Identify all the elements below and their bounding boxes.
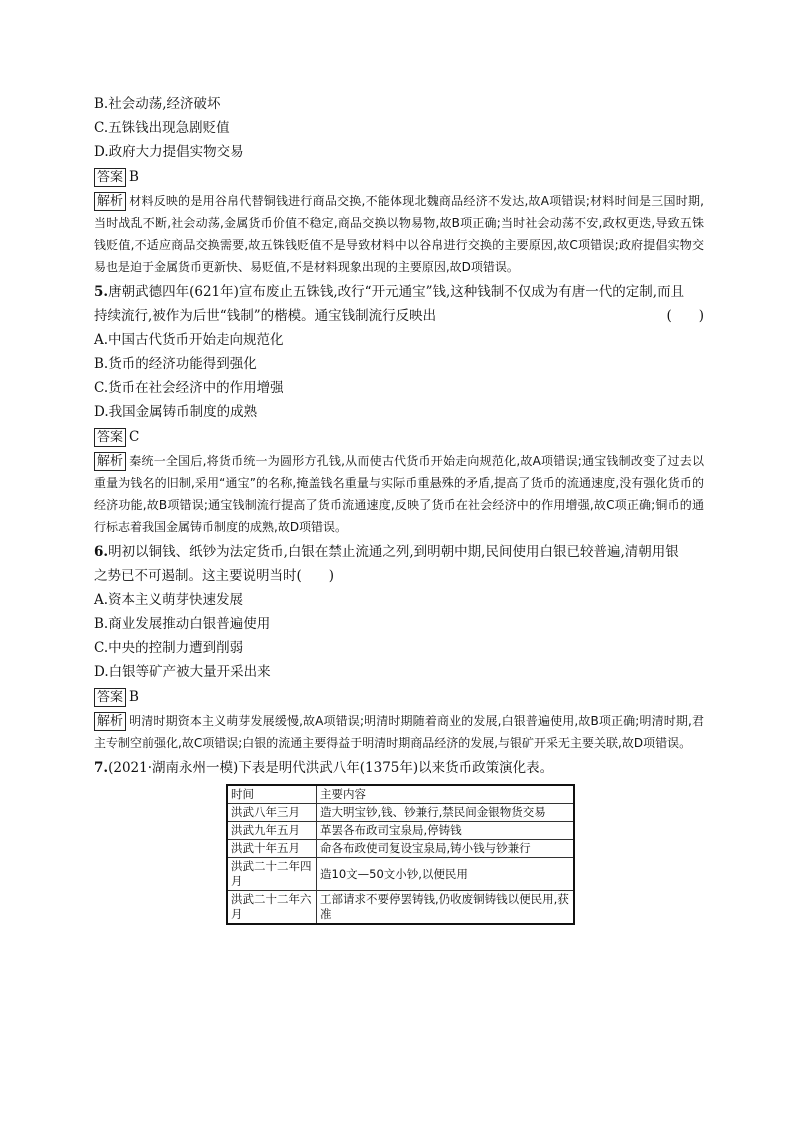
table-row	[227, 858, 574, 891]
table-cell-content: 造10文—50文小钞,以便民用	[317, 858, 575, 891]
q7-stem-text: (2021·湖南永州一模)下表是明代洪武八年(1375年)以来货币政策演化表。	[108, 760, 554, 776]
q5-option-c[interactable]: C.货币在社会经济中的作用增强	[94, 380, 284, 396]
question-7	[94, 756, 704, 925]
table-header-row	[227, 785, 574, 804]
table-cell-content: 造大明宝钞,钱、钞兼行,禁民间金银物货交易	[317, 804, 575, 822]
q7-stem	[94, 756, 704, 780]
q5-option-b[interactable]: B.货币的经济功能得到强化	[94, 356, 257, 372]
answer-tag: 答案	[94, 168, 126, 187]
q6-option-c[interactable]: C.中央的控制力遭到削弱	[94, 640, 244, 656]
table-row	[227, 840, 574, 858]
answer-value: B	[129, 689, 139, 705]
q5-stem-text-2: 持续流行,被作为后世“钱制”的楷模。通宝钱制流行反映出	[94, 308, 437, 324]
analysis-text: 材料反映的是用谷帛代替铜钱进行商品交换,不能体现北魏商品经济不发达,故A项错误;材料时间是三国时期,当时战乱不断,社会动荡,金属货币价值不稳定,商品交换以物易物,故B项正确;当时社会动荡不安,政权更迭,导致五铢钱贬值,不适应商品交换需要,故五铢钱贬值不是导致材料中以谷帛进行交换的主要原因,故C项错误;政府提倡实物交易也是迫于金属货币更新快、易贬值,不是材料现象出现的主要原因,故D项错误。	[94, 194, 704, 274]
table-cell-content: 革罢各布政司宝泉局,停铸钱	[317, 822, 575, 840]
q5-stem-text-1: 唐朝武德四年(621年)宣布废止五铢钱,改行“开元通宝”钱,这种钱制不仅成为有唐一代的定制,而且	[108, 284, 685, 300]
question-number: 7.	[94, 760, 109, 776]
q4-option-b[interactable]: B.社会动荡,经济破坏	[94, 96, 221, 112]
question-5	[94, 280, 704, 538]
q5-stem-line-2	[94, 304, 704, 328]
question-4-tail	[94, 92, 704, 278]
table-cell-content: 工部请求不要停罢铸钱,仍收废铜铸钱以便民用,获准	[317, 891, 575, 925]
answer-tag: 答案	[94, 688, 126, 707]
currency-policy-table	[226, 784, 575, 925]
analysis-tag: 解析	[94, 192, 126, 211]
analysis-tag: 解析	[94, 712, 126, 731]
q4-answer	[94, 166, 704, 188]
q6-stem-line-2: 之势已不可遏制。这主要说明当时( )	[94, 568, 335, 584]
question-number: 6.	[94, 544, 109, 560]
analysis-text: 秦统一全国后,将货币统一为圆形方孔钱,从而使古代货币开始走向规范化,故A项错误;通宝钱制改变了过去以重量为钱名的旧制,采用“通宝”的名称,掩盖钱名重量与实际币重悬殊的矛盾,提高了货币的流通速度,没有强化货币的经济功能,故B项错误;通宝钱制流行提高了货币流通速度,反映了货币在社会经济中的作用增强,故C项正确;铜币的通行标志着我国金属铸币制度的成熟,故D项错误。	[94, 454, 704, 534]
q4-analysis	[94, 190, 704, 278]
q6-analysis	[94, 710, 704, 754]
question-content	[94, 92, 704, 925]
table-cell-time: 洪武十年五月	[227, 840, 317, 858]
answer-value: C	[129, 429, 140, 445]
q6-stem-text-1: 明初以铜钱、纸钞为法定货币,白银在禁止流通之列,到明朝中期,民间使用白银已较普遍,清朝用银	[108, 544, 679, 560]
question-6	[94, 540, 704, 754]
q6-option-a[interactable]: A.资本主义萌芽快速发展	[94, 592, 244, 608]
q4-option-c[interactable]: C.五铢钱出现急剧贬值	[94, 120, 230, 136]
q5-option-d[interactable]: D.我国金属铸币制度的成熟	[94, 404, 258, 420]
q6-option-d[interactable]: D.白银等矿产被大量开采出来	[94, 664, 271, 680]
q5-option-a[interactable]: A.中国古代货币开始走向规范化	[94, 332, 284, 348]
answer-blank: ( )	[666, 308, 704, 324]
q6-stem-line-1	[94, 540, 704, 564]
q5-stem-line-1	[94, 280, 704, 304]
table-cell-content: 命各布政使司复设宝泉局,铸小钱与钞兼行	[317, 840, 575, 858]
q5-analysis	[94, 450, 704, 538]
table-header-time: 时间	[227, 785, 317, 804]
q5-answer	[94, 426, 704, 448]
table-cell-time: 洪武九年五月	[227, 822, 317, 840]
table-row	[227, 891, 574, 925]
table-row	[227, 822, 574, 840]
table-header-content: 主要内容	[317, 785, 575, 804]
analysis-text: 明清时期资本主义萌芽发展缓慢,故A项错误;明清时期随着商业的发展,白银普遍使用,故B项正确;明清时期,君主专制空前强化,故C项错误;白银的流通主要得益于明清时期商品经济的发展,与银矿开采无主要关联,故D项错误。	[94, 714, 704, 750]
q4-option-d[interactable]: D.政府大力提倡实物交易	[94, 144, 244, 160]
q6-option-b[interactable]: B.商业发展推动白银普遍使用	[94, 616, 271, 632]
table-row	[227, 804, 574, 822]
q6-answer	[94, 686, 704, 708]
table-cell-time: 洪武二十二年六月	[227, 891, 317, 925]
question-number: 5.	[94, 284, 109, 300]
table-cell-time: 洪武八年三月	[227, 804, 317, 822]
answer-value: B	[129, 169, 139, 185]
answer-tag: 答案	[94, 428, 126, 447]
table-cell-time: 洪武二十二年四月	[227, 858, 317, 891]
analysis-tag: 解析	[94, 452, 126, 471]
